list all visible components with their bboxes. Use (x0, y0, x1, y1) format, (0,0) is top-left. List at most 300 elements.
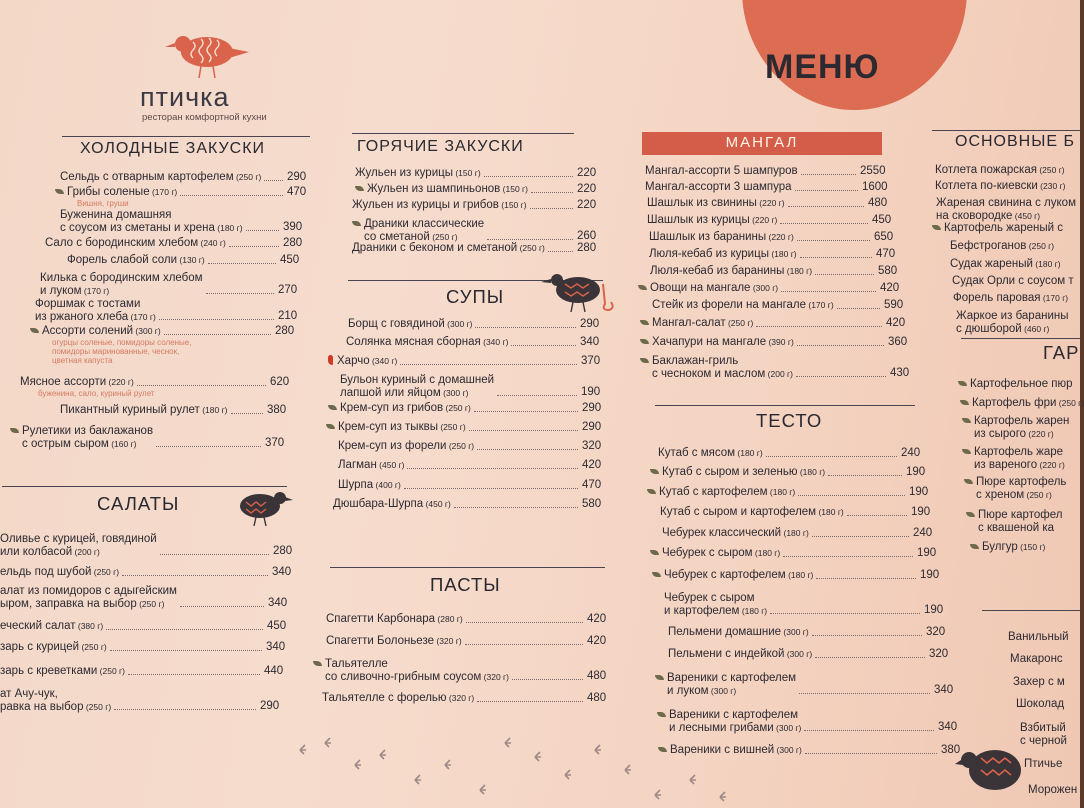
item-weight: (250 г) (233, 172, 262, 182)
menu-item (962, 415, 1069, 440)
menu-item (352, 199, 527, 212)
menu-item (0, 566, 119, 579)
item-name: Жульен из курицы и грибов (352, 199, 499, 211)
item-weight: (180 г) (767, 487, 796, 497)
item-name: Шашлык из курицы (647, 214, 750, 226)
item-price: 290 (582, 402, 602, 414)
menu-item (970, 541, 1045, 554)
item-price: 320 (582, 440, 602, 452)
leader-dots (454, 507, 578, 508)
section-title-sides: ГАР (1043, 342, 1080, 363)
menu-item (60, 209, 243, 234)
leader-dots (812, 536, 909, 537)
item-price: 480 (868, 197, 888, 209)
leader-dots (797, 345, 884, 346)
item-weight: (380 г) (75, 621, 104, 631)
item-name: Люля-кебаб из курицы (649, 248, 769, 260)
item-weight: (200 г) (72, 546, 100, 557)
item-name: Вареники с картофелем (667, 672, 797, 684)
menu-item (658, 447, 763, 460)
leader-dots (264, 180, 283, 181)
item-name: Бульон куриный с домашней (340, 374, 495, 386)
menu-item (0, 620, 103, 633)
menu-item (328, 355, 397, 368)
leaf-vegetarian-icon (10, 428, 19, 433)
item-name-line2: из сырого (974, 427, 1027, 440)
menu-item (0, 641, 107, 654)
item-weight: (250 г) (443, 403, 471, 413)
leader-dots (770, 613, 920, 614)
item-name: Сало с бородинским хлебом (45, 237, 199, 249)
item-price: 650 (874, 231, 894, 243)
item-name: Шурпа (338, 479, 374, 491)
item-name-line2: и луком (667, 684, 709, 697)
item-name: Взбитый (1020, 722, 1066, 734)
menu-item (0, 533, 157, 558)
item-name: Хачапури на мангале (652, 336, 767, 348)
menu-item (0, 688, 111, 713)
item-price: 420 (587, 635, 607, 647)
item-price: 290 (580, 318, 600, 330)
item-name: Форель паровая (953, 292, 1041, 304)
item-price: 190 (906, 466, 926, 478)
menu-item (936, 197, 1076, 222)
menu-item (658, 744, 802, 757)
menu-item (964, 476, 1066, 501)
item-name: Мангал-ассорти 3 шампура (645, 181, 792, 193)
leaf-vegetarian-icon (326, 424, 335, 429)
item-name: Борщ с говядиной (348, 318, 445, 330)
item-price: 190 (920, 569, 940, 581)
leader-dots (477, 449, 578, 450)
menu-item (638, 282, 778, 295)
item-price: 340 (580, 336, 600, 348)
item-price: 590 (884, 299, 904, 311)
item-price: 450 (872, 214, 892, 226)
leader-dots (110, 650, 262, 651)
leaf-vegetarian-icon (970, 544, 979, 549)
item-weight: (220 г) (749, 215, 778, 225)
item-weight: (450 г) (1012, 210, 1041, 221)
divider (655, 405, 915, 406)
item-price: 340 (938, 721, 958, 733)
leaf-vegetarian-icon (962, 418, 971, 423)
item-name: Люля-кебаб из баранины (650, 265, 785, 277)
menu-item (326, 421, 466, 434)
item-weight: (250 г) (97, 666, 125, 676)
item-weight: (180 г) (735, 448, 763, 458)
item-name: Жаркое из баранины (956, 310, 1069, 322)
item-weight: (300 г) (440, 387, 469, 398)
item-name: Форель слабой соли (67, 254, 178, 266)
leader-dots (114, 709, 256, 710)
item-name: Лагман (338, 459, 377, 471)
item-price: 290 (260, 700, 280, 712)
bird-illustration-icon (228, 488, 293, 528)
menu-item (649, 248, 797, 261)
leader-dots (815, 657, 925, 658)
item-price: 420 (880, 282, 900, 294)
item-note: Вишня, груши (77, 199, 129, 208)
leader-dots (231, 413, 263, 414)
leader-dots (477, 701, 583, 702)
item-weight: (220 г) (1037, 459, 1065, 470)
leader-dots (531, 192, 573, 193)
item-name: Шашлык из баранины (649, 231, 767, 243)
leaf-vegetarian-icon (647, 489, 656, 494)
menu-item (30, 325, 161, 338)
menu-item (640, 355, 793, 380)
item-price: 320 (926, 626, 946, 638)
item-name: Бефстроганов (950, 240, 1027, 252)
item-price: 2550 (860, 165, 886, 177)
item-name-line2: со сметаной (364, 230, 430, 243)
item-name: Судак жареный (950, 258, 1033, 270)
item-name: Баклажан-гриль (652, 355, 739, 367)
leader-dots (797, 240, 870, 241)
item-weight: (180 г) (1032, 259, 1061, 269)
leader-dots (122, 575, 268, 576)
item-name-line2: из вареного (974, 458, 1038, 471)
item-weight: (300 г) (133, 326, 161, 336)
item-name: Ванильный (1008, 631, 1069, 643)
item-weight: (180 г) (797, 467, 826, 477)
item-name: Жареная свинина с луком (936, 197, 1076, 209)
leader-dots (180, 606, 264, 607)
divider (330, 567, 605, 568)
item-price: 450 (267, 620, 287, 632)
leader-dots (512, 679, 583, 680)
item-note: буженина, сало, куриный рулет (38, 389, 155, 398)
item-weight: (340 г) (369, 356, 398, 366)
item-price: 280 (275, 325, 295, 337)
leaf-vegetarian-icon (650, 469, 659, 474)
item-name-line2: или колбасой (0, 545, 73, 558)
item-weight: (250 г) (91, 567, 120, 577)
item-name: алат из помидоров с адыгейским (0, 585, 177, 597)
menu-item (647, 486, 795, 499)
item-weight: (150 г) (452, 168, 481, 178)
brand-name: птичка (140, 82, 230, 112)
bird-illustration-icon (955, 740, 1025, 800)
leaf-vegetarian-icon (655, 675, 664, 680)
item-name: Вареники с вишней (670, 744, 775, 756)
item-name: Судак Орли с соусом т (952, 275, 1074, 287)
menu-item (338, 479, 401, 492)
divider (982, 610, 1080, 611)
item-name: Драники с беконом и сметаной (352, 242, 518, 254)
menu-item (40, 272, 203, 297)
menu-item (326, 635, 462, 648)
item-weight: (180 г) (214, 222, 243, 233)
item-weight: (180 г) (739, 605, 768, 616)
item-name-line2: и лесными грибами (669, 721, 774, 734)
leader-dots (206, 293, 274, 294)
item-name: Пюре картофель (976, 476, 1067, 488)
item-name: Драники классические (364, 218, 485, 230)
menu-item (668, 626, 809, 639)
menu-item (645, 165, 798, 178)
item-name: Крем-суп из форели (338, 440, 447, 452)
leaf-vegetarian-icon (355, 186, 364, 191)
item-price: 370 (581, 355, 601, 367)
leaf-vegetarian-icon (657, 712, 666, 717)
menu-item (0, 585, 177, 610)
item-weight: (170 г) (806, 300, 834, 310)
item-name: Кутаб с сыром и зеленью (662, 466, 798, 478)
item-name: Ассорти солений (42, 325, 134, 337)
menu-item (1024, 758, 1062, 771)
item-name-line2: и картофелем (664, 604, 740, 617)
item-name: Морожен (1028, 784, 1078, 796)
item-name-line2: ыром, заправка на выбор (0, 597, 137, 610)
menu-item (10, 425, 153, 450)
menu-item (20, 376, 134, 389)
menu-item (962, 446, 1065, 471)
item-name: Кутаб с сыром и картофелем (660, 506, 817, 518)
item-name: Тальятелле с форелью (322, 692, 447, 704)
item-name: Стейк из форели на мангале (652, 299, 807, 311)
section-title-cold: ХОЛОДНЫЕ ЗАКУСКИ (80, 140, 266, 157)
menu-item (966, 509, 1062, 534)
menu-item (956, 310, 1068, 335)
menu-item (313, 658, 509, 683)
item-name-line2: с соусом из сметаны и хрена (60, 221, 215, 234)
item-price: 320 (929, 648, 949, 660)
menu-item (67, 254, 205, 267)
item-name: Чебурек с картофелем (664, 569, 786, 581)
leader-dots (487, 239, 573, 240)
item-weight: (280 г) (435, 614, 463, 624)
menu-item (340, 374, 494, 399)
item-weight: (180 г) (785, 570, 814, 580)
menu-item (650, 466, 825, 479)
item-name: Жульен из шампиньонов (367, 183, 501, 195)
leaf-vegetarian-icon (652, 572, 661, 577)
item-name: Харчо (337, 355, 370, 367)
item-weight: (170 г) (1040, 293, 1069, 303)
item-price: 190 (924, 604, 944, 616)
item-price: 190 (581, 386, 601, 398)
item-weight: (450 г) (376, 460, 405, 470)
leader-dots (156, 446, 261, 447)
item-price: 430 (890, 367, 910, 379)
item-weight: (170 г) (149, 187, 178, 197)
menu-item (326, 613, 463, 626)
leader-dots (484, 176, 573, 177)
item-weight: (250 г) (1036, 165, 1065, 175)
leader-dots (805, 753, 937, 754)
menu-item (662, 527, 809, 540)
menu-item (950, 240, 1054, 253)
leaf-vegetarian-icon (328, 405, 337, 410)
leader-dots (208, 263, 276, 264)
leader-dots (229, 246, 279, 247)
item-price: 390 (283, 221, 303, 233)
menu-item (1016, 698, 1064, 711)
item-weight: (160 г) (108, 438, 137, 449)
item-name: еческий салат (0, 620, 76, 632)
item-name: Мангал-салат (652, 317, 726, 329)
item-name: Чебурек классический (662, 527, 782, 539)
divider (961, 338, 1080, 339)
item-weight: (250 г) (517, 243, 545, 253)
leader-dots (106, 629, 263, 630)
item-weight: (180 г) (199, 405, 228, 415)
menu-item (338, 459, 404, 472)
item-weight: (180 г) (752, 548, 781, 558)
leader-dots (788, 206, 864, 207)
leader-dots (497, 395, 577, 396)
leader-dots (837, 308, 880, 309)
item-price: 240 (901, 447, 921, 459)
leader-dots (796, 376, 886, 377)
item-name: Мясное ассорти (20, 376, 107, 388)
leaf-vegetarian-icon (960, 400, 969, 405)
item-weight: (250 г) (725, 318, 754, 328)
item-name: Кутаб с мясом (658, 447, 736, 459)
menu-item (0, 665, 125, 678)
divider (62, 136, 310, 137)
item-name: Чебурек с сыром (662, 547, 753, 559)
item-name: Рулетики из баклажанов (22, 425, 154, 437)
item-name: Жульен из курицы (355, 167, 453, 179)
item-name: Картофельное пюр (970, 378, 1073, 390)
leader-dots (812, 635, 922, 636)
leader-dots (780, 223, 868, 224)
item-name: Булгур (982, 541, 1018, 553)
item-name: Захер с м (1013, 676, 1065, 688)
section-title-pasta: ПАСТЫ (430, 574, 501, 595)
item-weight: (300 г) (444, 319, 473, 329)
bird-logo-icon (165, 30, 250, 80)
section-title-soups: СУПЫ (446, 286, 505, 307)
leader-dots (474, 411, 578, 412)
menu-item (355, 167, 481, 180)
menu-item (952, 275, 1074, 288)
leaf-vegetarian-icon (640, 358, 649, 363)
menu-item (55, 186, 177, 199)
item-price: 420 (582, 459, 602, 471)
item-price: 480 (587, 692, 607, 704)
menu-item (1010, 653, 1063, 666)
item-weight: (250 г) (429, 231, 458, 242)
item-name: Картофель жарен (974, 415, 1070, 427)
item-weight: (130 г) (177, 255, 205, 265)
item-name: Птичье (1024, 758, 1063, 770)
item-name-line2: со сливочно-грибным соусом (325, 670, 482, 683)
section-title-dough: ТЕСТО (756, 410, 823, 431)
menu-item (647, 214, 777, 227)
item-name-line2: с квашеной ка (978, 521, 1055, 534)
item-price: 240 (913, 527, 933, 539)
menu-item (657, 709, 801, 734)
leader-dots (128, 674, 260, 675)
item-name: Овощи на мангале (650, 282, 751, 294)
item-weight: (180 г) (781, 528, 809, 538)
item-name: Крем-суп из тыквы (338, 421, 438, 433)
leader-dots (847, 515, 907, 516)
item-weight: (450 г) (423, 499, 451, 509)
item-price: 340 (268, 597, 288, 609)
item-weight: (250 г) (446, 441, 475, 451)
item-name: Макаронс (1010, 653, 1063, 665)
item-name-line2: и луком (40, 284, 82, 297)
menu-item (60, 171, 261, 184)
menu-item (35, 298, 156, 323)
chili-spicy-icon (328, 355, 333, 365)
item-weight: (180 г) (784, 266, 813, 276)
menu-item (352, 218, 484, 243)
item-price: 220 (577, 199, 597, 211)
item-name: Кутаб с картофелем (659, 486, 768, 498)
item-weight: (150 г) (1017, 542, 1046, 552)
item-price: 370 (265, 437, 285, 449)
item-price: 270 (278, 284, 298, 296)
item-price: 220 (577, 167, 597, 179)
item-weight: (220 г) (106, 377, 134, 387)
item-weight: (230 г) (1037, 181, 1066, 191)
item-weight: (320 г) (434, 636, 462, 646)
item-name: Крем-суп из грибов (340, 402, 444, 414)
item-name: Пельмени домашние (668, 626, 782, 638)
leaf-vegetarian-icon (30, 328, 39, 333)
leaf-vegetarian-icon (932, 225, 941, 230)
menu-item (1008, 631, 1069, 644)
leader-dots (164, 334, 271, 335)
menu-item (664, 592, 767, 617)
leader-dots (766, 456, 897, 457)
item-weight: (150 г) (498, 200, 527, 210)
leaf-vegetarian-icon (962, 449, 971, 454)
item-name: зарь с курицей (0, 641, 80, 653)
section-title-hot: ГОРЯЧИЕ ЗАКУСКИ (357, 138, 524, 155)
menu-item (650, 265, 812, 278)
item-weight: (300 г) (784, 649, 813, 659)
menu-item (953, 292, 1068, 305)
leader-dots (400, 364, 577, 365)
leader-dots (404, 488, 578, 489)
menu-item (352, 242, 545, 255)
section-title-mangal: МАНГАЛ (725, 134, 799, 151)
menu-item (668, 648, 812, 661)
menu-item (338, 440, 474, 453)
leader-dots (530, 208, 573, 209)
item-weight: (400 г) (373, 480, 401, 490)
menu-item (655, 672, 796, 697)
item-name: ат Ачу-чук, (0, 688, 58, 700)
leaf-vegetarian-icon (352, 221, 361, 226)
menu-item (649, 231, 794, 244)
item-name: Грибы соленые (67, 186, 150, 198)
leader-dots (816, 578, 916, 579)
item-price: 450 (280, 254, 300, 266)
item-weight: (200 г) (765, 368, 793, 379)
section-title-salads: САЛАТЫ (97, 493, 180, 514)
item-name: Шашлык из свинины (647, 197, 757, 209)
item-price: 580 (878, 265, 898, 277)
item-price: 470 (582, 479, 602, 491)
item-price: 620 (270, 376, 290, 388)
leaf-vegetarian-icon (964, 479, 973, 484)
leaf-vegetarian-icon (958, 381, 967, 386)
menu-item (640, 336, 794, 349)
menu-item (935, 164, 1065, 177)
item-name: Буженина домашняя (60, 209, 172, 221)
item-weight: (250 г) (79, 642, 107, 652)
item-name-line2: равка на выбор (0, 700, 84, 713)
menu-item (1013, 676, 1065, 689)
